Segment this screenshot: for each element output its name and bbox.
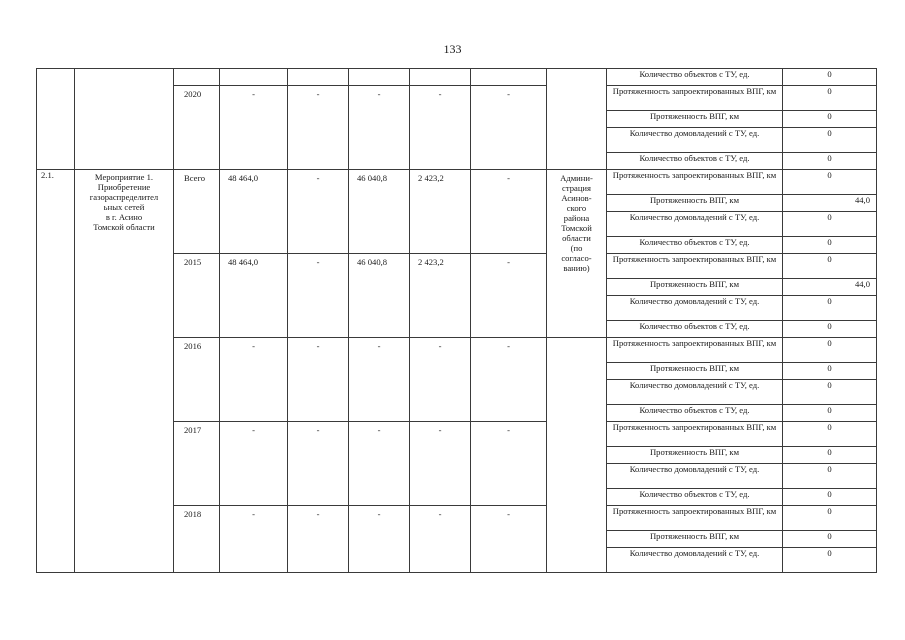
indicator-name: Протяженность запроектированных ВПГ, км	[607, 506, 783, 531]
other-value: -	[471, 422, 547, 506]
indicator-value: 0	[783, 170, 877, 195]
executor-cell: Админи- страция Асинов- ского района Томской области (по согласо- ванию)	[547, 170, 607, 338]
indicator-name: Количество объектов с ТУ, ед.	[607, 237, 783, 254]
indicator-name: Количество домовладений с ТУ, ед.	[607, 548, 783, 573]
indicator-value: 0	[783, 422, 877, 447]
indicator-value: 0	[783, 153, 877, 170]
other-value: -	[471, 338, 547, 422]
indicator-value: 0	[783, 548, 877, 573]
prev-number-cell	[37, 69, 75, 170]
indicator-value: 0	[783, 531, 877, 548]
total-value: -	[220, 422, 288, 506]
federal-value: -	[288, 86, 349, 170]
year-cell: 2020	[174, 86, 220, 170]
local-value: 2 423,2	[410, 254, 471, 338]
year-cell: 2018	[174, 506, 220, 573]
executor-cell-empty	[547, 338, 607, 573]
indicator-name: Протяженность запроектированных ВПГ, км	[607, 254, 783, 279]
regional-value: -	[349, 338, 410, 422]
total-value: -	[220, 338, 288, 422]
indicator-value: 0	[783, 296, 877, 321]
indicator-value: 0	[783, 212, 877, 237]
indicator-value: 0	[783, 405, 877, 422]
indicator-value: 0	[783, 380, 877, 405]
indicator-name: Протяженность ВПГ, км	[607, 111, 783, 128]
table-row	[37, 170, 877, 195]
indicator-value: 0	[783, 237, 877, 254]
indicator-value: 0	[783, 69, 877, 86]
indicator-value: 0	[783, 86, 877, 111]
local-value: 2 423,2	[410, 170, 471, 254]
indicator-value: 0	[783, 111, 877, 128]
year-cell: 2016	[174, 338, 220, 422]
indicator-value: 0	[783, 506, 877, 531]
federal-value: -	[288, 506, 349, 573]
measure-number: 2.1.	[37, 170, 75, 573]
local-value: -	[410, 338, 471, 422]
federal-value: -	[288, 422, 349, 506]
indicator-name: Количество объектов с ТУ, ед.	[607, 69, 783, 86]
indicator-value: 0	[783, 254, 877, 279]
regional-value: -	[349, 506, 410, 573]
indicator-name: Количество домовладений с ТУ, ед.	[607, 212, 783, 237]
indicator-name: Протяженность запроектированных ВПГ, км	[607, 338, 783, 363]
indicator-value: 0	[783, 321, 877, 338]
regional-value: 46 040,8	[349, 170, 410, 254]
year-cell: 2017	[174, 422, 220, 506]
indicator-name: Количество домовладений с ТУ, ед.	[607, 296, 783, 321]
local-value: -	[410, 506, 471, 573]
program-measures-table	[36, 68, 877, 170]
total-value: 48 464,0	[220, 170, 288, 254]
indicator-value: 0	[783, 447, 877, 464]
total-value: -	[220, 86, 288, 170]
regional-value: 46 040,8	[349, 254, 410, 338]
other-value: -	[471, 170, 547, 254]
other-value: -	[471, 506, 547, 573]
other-value: -	[471, 254, 547, 338]
indicator-name: Количество домовладений с ТУ, ед.	[607, 464, 783, 489]
indicator-name: Протяженность запроектированных ВПГ, км	[607, 422, 783, 447]
local-value: -	[410, 86, 471, 170]
indicator-value: 44,0	[783, 279, 877, 296]
indicator-name: Количество объектов с ТУ, ед.	[607, 405, 783, 422]
year-cell: 2015	[174, 254, 220, 338]
total-value: -	[220, 506, 288, 573]
measure-table	[36, 169, 877, 573]
indicator-value: 0	[783, 128, 877, 153]
page-number: 133	[443, 42, 462, 56]
federal-value: -	[288, 170, 349, 254]
federal-value: -	[288, 254, 349, 338]
federal-value: -	[288, 338, 349, 422]
indicator-value: 0	[783, 464, 877, 489]
indicator-name: Протяженность запроектированных ВПГ, км	[607, 170, 783, 195]
indicator-name: Протяженность ВПГ, км	[607, 279, 783, 296]
indicator-name: Протяженность запроектированных ВПГ, км	[607, 86, 783, 111]
indicator-name: Количество объектов с ТУ, ед.	[607, 321, 783, 338]
year-cell: Всего	[174, 170, 220, 254]
other-value: -	[471, 86, 547, 170]
total-value: 48 464,0	[220, 254, 288, 338]
prev-executor-cell	[547, 69, 607, 170]
indicator-name: Количество домовладений с ТУ, ед.	[607, 128, 783, 153]
indicator-value: 0	[783, 489, 877, 506]
indicator-name: Количество объектов с ТУ, ед.	[607, 153, 783, 170]
table-row	[37, 69, 877, 86]
indicator-name: Протяженность ВПГ, км	[607, 363, 783, 380]
indicator-value: 0	[783, 363, 877, 380]
local-value: -	[410, 422, 471, 506]
indicator-value: 0	[783, 338, 877, 363]
indicator-name: Количество домовладений с ТУ, ед.	[607, 380, 783, 405]
regional-value: -	[349, 422, 410, 506]
indicator-name: Протяженность ВПГ, км	[607, 447, 783, 464]
indicator-value: 44,0	[783, 195, 877, 212]
indicator-name: Протяженность ВПГ, км	[607, 531, 783, 548]
indicator-name: Количество объектов с ТУ, ед.	[607, 489, 783, 506]
regional-value: -	[349, 86, 410, 170]
indicator-name: Протяженность ВПГ, км	[607, 195, 783, 212]
prev-name-cell	[75, 69, 174, 170]
measure-name: Мероприятие 1. Приобретение газораспределител ьных сетей в г. Асино Томской области	[75, 170, 174, 573]
